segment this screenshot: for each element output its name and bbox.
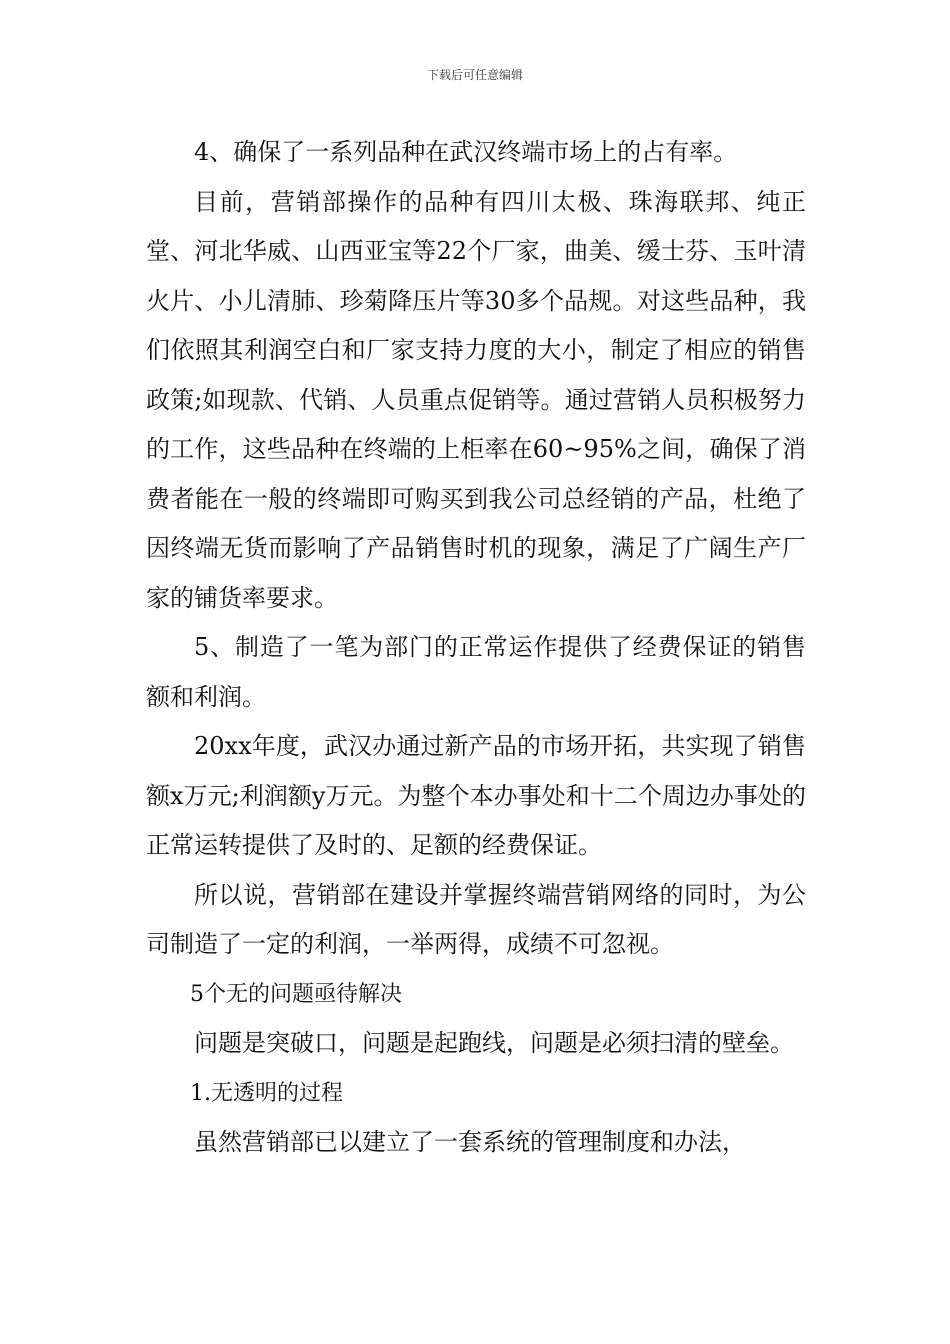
- paragraph-products: 目前，营销部操作的品种有四川太极、珠海联邦、纯正堂、河北华威、山西亚宝等22个厂家，曲美、缓士芬、玉叶清火片、小儿清肺、珍菊降压片等30多个品规。对这些品种，我们依照其利润空白和厂家支持力度的大小，制定了相应的销售政策;如现款、代销、人员重点促销等。通过营销人员积极努力的工作，这些品种在终端的上柜率在60~95%之间，确保了消费者能在一般的终端即可购买到我公司总经销的产品，杜绝了因终端无货而影响了产品销售时机的现象，满足了广阔生产厂家的铺货率要求。: [146, 187, 806, 612]
- subheading-no-transparency: 1.无透明的过程: [190, 1080, 343, 1106]
- paragraph-occupancy: 4、确保了一系列品种在武汉终端市场上的占有率。: [194, 138, 738, 166]
- section-heading-problems: 5个无的问题亟待解决: [190, 981, 402, 1007]
- paragraph-problem-intro: 问题是突破口，问题是起跑线，问题是必须扫清的壁垒。: [194, 1029, 794, 1057]
- paragraph-sales-profit: 5、制造了一笔为部门的正常运作提供了经费保证的销售额和利润。: [146, 633, 806, 711]
- paragraph-annual-sales: 20xx年度，武汉办通过新产品的市场开拓，共实现了销售额x万元;利润额y万元。为整个本办事处和十二个周边办事处的正常运转提供了及时的、足额的经费保证。: [146, 732, 806, 859]
- page-header: 下载后可任意编辑: [426, 68, 523, 82]
- paragraph-conclusion: 所以说，营销部在建设并掌握终端营销网络的同时，为公司制造了一定的利润，一举两得，成绩不可忽视。: [146, 880, 806, 958]
- paragraph-management-system: 虽然营销部已以建立了一套系统的管理制度和办法，: [194, 1128, 746, 1156]
- document-body: [146, 128, 806, 1168]
